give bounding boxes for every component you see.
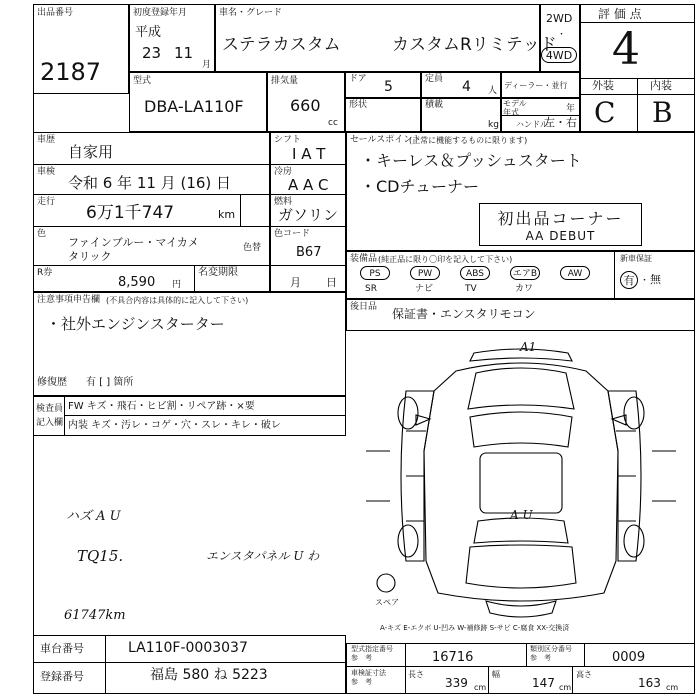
notes-label: 注意事項申告欄: [37, 295, 101, 305]
notes-sublabel: (不具合内容は具体的に記入して下さい): [106, 296, 249, 305]
recycle-value: 8,590: [118, 275, 156, 290]
footer-left-split: [105, 635, 106, 694]
length-unit: cm: [474, 683, 487, 692]
drive-4wd-circled: 4WD: [541, 47, 577, 63]
damage-mark-front: A1: [520, 340, 537, 354]
mileage-label: 走行: [37, 197, 56, 207]
dims-label: 車検証寸法 参 考: [351, 669, 386, 686]
title-deadline-label: 名変期限: [198, 267, 238, 278]
length-label: 長さ: [408, 670, 424, 679]
year-unit: 年: [566, 104, 576, 114]
row-line-1: [33, 164, 346, 165]
car-damage-diagram: [346, 331, 695, 633]
displacement-label: 排気量: [271, 76, 299, 86]
ac-value: A A C: [288, 176, 329, 194]
registration-year: 23: [142, 44, 162, 62]
repair-history-label: 修復歴: [37, 377, 67, 388]
equipment-3-name: TV: [465, 284, 477, 294]
warranty-divider: [614, 251, 615, 299]
interior-grade: B: [652, 96, 673, 129]
grade-header-line: [580, 94, 695, 95]
debut-stamp-subtitle: AA DEBUT: [525, 229, 596, 243]
color-line-2: タリック: [68, 250, 112, 263]
car-name-label: 車名・グレード: [219, 8, 283, 18]
inspector-row-1: FW キズ・飛石・ヒビ割・リペア跡・×要: [68, 401, 255, 412]
lot-label: 出品番号: [37, 8, 74, 18]
handwritten-note-1: ハズ A U: [66, 509, 121, 524]
history-label: 車歴: [37, 135, 56, 145]
equipment-2-name: ナビ: [415, 284, 434, 294]
warranty-yes-circled: 有: [620, 271, 638, 289]
car-name: ステラカスタム: [222, 35, 341, 55]
inspector-divider: [64, 396, 65, 436]
equipment-5-code: AW: [560, 266, 590, 280]
shape-label: 形状: [349, 100, 368, 110]
model-year-label: モデル 年式: [503, 99, 527, 117]
sales-label: セールスポイント: [350, 135, 422, 145]
score-label: 評 価 点: [598, 7, 642, 21]
yen-unit: 円: [172, 280, 182, 290]
equipment-1-name: SR: [365, 284, 377, 294]
equipment-label: 装備品: [350, 254, 378, 264]
exterior-grade: C: [594, 96, 616, 129]
debut-stamp-title: 初出品コーナー: [497, 209, 624, 228]
title-divider: [194, 265, 195, 292]
class-value: 0009: [612, 650, 646, 665]
ac-label: 冷房: [274, 167, 293, 177]
footer-left-divider: [33, 662, 346, 663]
equipment-3-code: ABS: [460, 266, 490, 280]
mileage-value: 6万1千747: [86, 203, 175, 223]
handle-value: 左・右: [544, 116, 577, 129]
sales-point-2: ・CDチューナー: [360, 177, 480, 196]
accessories-label: 後日品: [350, 302, 378, 312]
damage-legend: A-キズ E-エクボ U-凹み W-補修跡 S-サビ C-腐食 XX-交換済: [380, 624, 570, 632]
mileage-unit-divider: [240, 194, 241, 226]
km-unit: km: [218, 208, 236, 221]
person-unit: 人: [488, 86, 498, 96]
row-line-4: [33, 265, 346, 266]
handwritten-mileage: 61747km: [64, 608, 126, 623]
equipment-4-name: カワ: [515, 284, 534, 294]
plate-label: 登録番号: [40, 670, 84, 683]
shift-label: シフト: [274, 135, 302, 145]
registration-era: 平成: [135, 25, 162, 40]
length-value: 339: [445, 676, 468, 690]
warranty-label: 新車保証: [620, 254, 652, 263]
height-unit: cm: [666, 683, 679, 692]
drive-2wd: 2WD: [546, 12, 573, 25]
inspector-label-1: 検査員: [36, 404, 64, 414]
equipment-sublabel: (純正品に限り〇印を記入して下さい): [378, 255, 513, 264]
notes-line-1: ・社外エンジンスターター: [46, 315, 225, 333]
title-day: 日: [326, 276, 337, 289]
equipment-1-code: PS: [360, 266, 390, 280]
model-cert-value: 16716: [432, 650, 474, 665]
inspector-label-2: 記入欄: [36, 418, 64, 428]
exterior-label: 外装: [592, 79, 614, 92]
grade-split: [637, 78, 638, 132]
inspector-row-divider: [64, 415, 346, 416]
dealer-label: ディーラー・並行: [504, 81, 568, 90]
footer-right-divider: [346, 666, 695, 667]
chassis-value: LA110F-0003037: [128, 640, 248, 656]
repair-history-value: 有 [ ] 箇所: [86, 377, 134, 388]
score-divider: [580, 22, 695, 23]
row-line-3: [33, 226, 346, 227]
month-unit: 月: [202, 60, 212, 70]
inspector-row-2: 内装 キズ・汚レ・コゲ・穴・スレ・キレ・破レ: [68, 420, 281, 431]
color-line-1: ファインブルー・マイカメ: [68, 236, 199, 249]
recycle-label: R券: [37, 268, 53, 278]
drive-separator: ・: [557, 30, 567, 40]
spare-label: スペア: [375, 598, 399, 607]
sales-point-1: ・キーレス＆プッシュスタート: [360, 151, 582, 170]
handle-label: ハンドル: [516, 120, 548, 129]
score-value: 4: [612, 24, 640, 75]
class-label: 類別区分番号 参 考: [530, 645, 572, 662]
displacement-value: 660: [290, 96, 321, 115]
warranty-no: 無: [650, 273, 661, 286]
plate-value: 福島 580 ね 5223: [150, 667, 268, 683]
equipment-2-code: PW: [410, 266, 440, 280]
registration-label: 初度登録年月: [133, 8, 188, 18]
accessories-value: 保証書・エンスタリモコン: [392, 307, 536, 321]
handwritten-note-3: エンスタパネル U わ: [206, 549, 320, 563]
fuel-value: ガソリン: [278, 206, 339, 224]
color-code-value: B67: [296, 245, 322, 260]
width-value: 147: [532, 676, 555, 690]
footer-right-split-1: [405, 643, 406, 694]
repaint-label: 色替: [243, 243, 262, 253]
notes-block: [33, 292, 346, 396]
damage-mark-side: A U: [510, 508, 533, 522]
footer-right-split-2: [526, 643, 527, 666]
height-label: 高さ: [576, 670, 592, 679]
handwritten-note-2: TQ15.: [77, 547, 124, 565]
title-month: 月: [290, 276, 301, 289]
capacity-label: 定員: [425, 74, 444, 84]
kg-unit: kg: [488, 120, 499, 130]
footer-right-split-3: [584, 643, 585, 666]
door-label: ドア: [349, 74, 367, 84]
registration-month: 11: [174, 44, 194, 62]
sales-sublabel: (正常に機能するものに限ります): [409, 136, 528, 145]
height-value: 163: [638, 676, 661, 690]
equipment-4-code: エアB: [510, 266, 540, 280]
door-value: 5: [384, 79, 393, 95]
inspection-label: 車検: [37, 167, 56, 177]
model-label: 型式: [133, 76, 152, 86]
width-divider: [488, 666, 489, 694]
interior-label: 内装: [650, 79, 672, 92]
warranty-dot: ・: [640, 276, 650, 286]
color-label: 色: [37, 229, 47, 239]
color-code-label: 色コード: [274, 229, 311, 239]
history-value: 自家用: [68, 143, 114, 161]
shift-value: I A T: [292, 145, 326, 163]
load-label: 積載: [425, 100, 444, 110]
model-value: DBA-LA110F: [144, 97, 244, 116]
capacity-value: 4: [462, 79, 471, 95]
lot-number: 2187: [40, 58, 102, 86]
car-grade: カスタムRリミテッド: [392, 35, 557, 55]
row-line-2: [33, 194, 346, 195]
width-label: 幅: [492, 670, 500, 679]
chassis-label: 車台番号: [40, 642, 84, 655]
fuel-label: 燃料: [274, 197, 293, 207]
inspection-value: 令和 6 年 11 月 (16) 日: [68, 174, 232, 192]
height-divider: [572, 666, 573, 694]
model-cert-label: 型式指定番号 参 考: [351, 645, 393, 662]
cc-unit: cc: [328, 118, 338, 128]
width-unit: cm: [559, 683, 572, 692]
